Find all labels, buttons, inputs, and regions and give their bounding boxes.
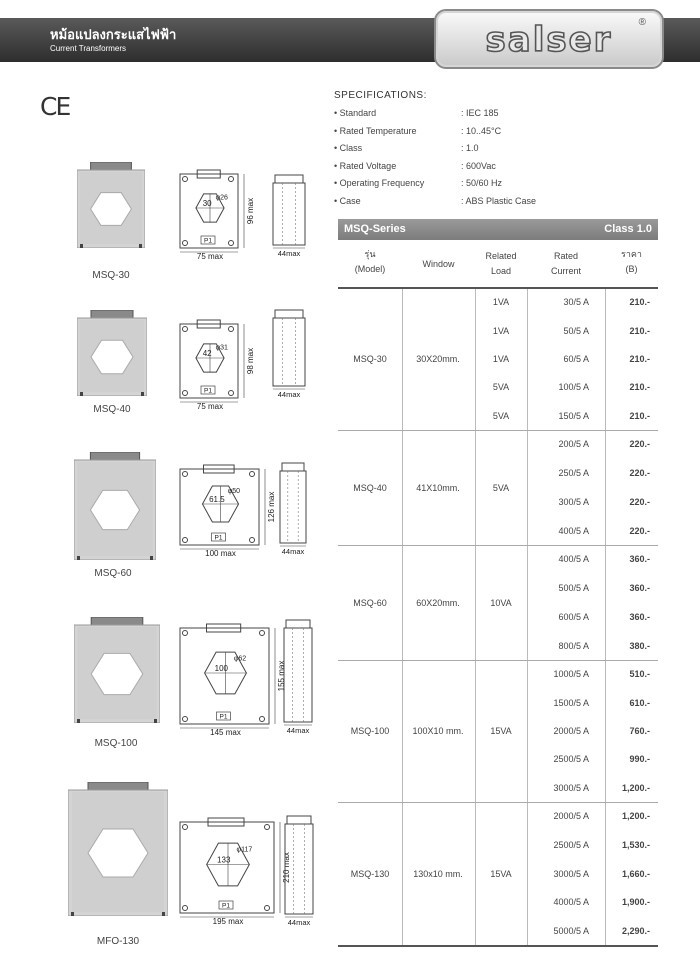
product-side-view-4 xyxy=(284,620,324,736)
group-divider xyxy=(338,660,658,661)
diameter-dimension: φ62 xyxy=(233,655,247,663)
depth-dimension: 44max xyxy=(277,390,301,399)
price-cell: 220.- xyxy=(629,439,650,450)
product-label: MSQ-30 xyxy=(92,270,130,281)
current-cell: 100/5 A xyxy=(558,382,589,393)
current-cell: 1000/5 A xyxy=(553,669,589,680)
column-divider xyxy=(527,288,528,945)
current-cell: 3000/5 A xyxy=(553,868,589,879)
spec-value: : IEC 185 xyxy=(461,108,499,118)
window-cell: 100X10 mm. xyxy=(412,726,464,736)
window-dimension: 42 xyxy=(202,349,212,358)
depth-dimension: 44max xyxy=(286,726,310,735)
header-load-line1: Related xyxy=(485,251,517,261)
price-cell: 1,530.- xyxy=(621,839,650,850)
header-current-line1: Rated xyxy=(553,251,579,261)
spec-label: • Operating Frequency xyxy=(334,178,425,189)
current-cell: 2000/5 A xyxy=(553,811,589,822)
spec-row xyxy=(334,126,654,138)
model-cell: MSQ-130 xyxy=(350,868,390,879)
header-load-line2: Load xyxy=(490,266,512,276)
window-dimension: 30 xyxy=(202,199,212,208)
price-cell: 210.- xyxy=(629,325,650,336)
price-cell: 360.- xyxy=(629,554,650,565)
window-dimension: 100 xyxy=(214,664,228,673)
price-cell: 510.- xyxy=(629,669,650,680)
product-side-view-2 xyxy=(273,310,317,400)
height-dimension: 126 max xyxy=(267,491,276,523)
model-cell: MSQ-30 xyxy=(353,354,387,364)
depth-dimension: 44max xyxy=(277,249,301,258)
registered-mark: ® xyxy=(638,17,646,28)
spec-label: • Rated Temperature xyxy=(334,125,417,136)
spec-row xyxy=(334,143,654,155)
product-label: MSQ-40 xyxy=(93,404,131,415)
price-cell: 360.- xyxy=(629,611,650,622)
header-title-english: Current Transformers xyxy=(50,44,127,53)
current-cell: 2000/5 A xyxy=(553,726,589,736)
group-divider xyxy=(338,945,658,947)
terminal-mark: P1 xyxy=(204,237,212,245)
product-drawing-4 xyxy=(178,622,291,738)
spec-row xyxy=(334,178,654,190)
column-divider xyxy=(605,288,606,945)
spec-label: • Standard xyxy=(334,108,377,118)
terminal-mark: P1 xyxy=(222,902,230,910)
header-model-english: (Model) xyxy=(354,264,386,274)
current-cell: 2500/5 A xyxy=(553,754,589,765)
height-dimension: 96 max xyxy=(246,197,255,225)
product-photo-4 xyxy=(74,617,160,723)
load-cell: 1VA xyxy=(492,354,510,364)
terminal-mark: P1 xyxy=(214,534,223,542)
group-divider xyxy=(338,802,658,803)
diameter-dimension: φ117 xyxy=(236,846,253,854)
product-label: MSQ-60 xyxy=(94,568,132,579)
spec-label: • Case xyxy=(334,196,361,206)
product-side-view-1 xyxy=(273,175,317,259)
current-cell: 60/5 A xyxy=(563,354,589,364)
header-rated-current xyxy=(527,249,605,279)
width-dimension: 75 max xyxy=(196,252,224,261)
height-dimension: 155 max xyxy=(277,660,286,692)
spec-value: : 1.0 xyxy=(461,143,479,154)
diameter-dimension: φ50 xyxy=(227,488,241,496)
current-cell: 250/5 A xyxy=(558,468,589,479)
price-cell: 610.- xyxy=(629,697,650,708)
specifications-title: SPECIFICATIONS: xyxy=(334,90,427,101)
width-dimension: 145 max xyxy=(210,728,241,737)
model-cell: MSQ-100 xyxy=(350,726,390,736)
price-cell: 1,200.- xyxy=(621,811,650,822)
current-cell: 1500/5 A xyxy=(553,697,589,708)
column-divider xyxy=(475,288,476,945)
height-dimension: 210 max xyxy=(282,852,291,883)
logo-text: salser xyxy=(485,20,613,60)
load-cell: 1VA xyxy=(492,297,510,308)
price-cell: 2,290.- xyxy=(621,925,650,936)
depth-dimension: 44max xyxy=(287,918,311,927)
current-cell: 400/5 A xyxy=(558,525,589,536)
load-cell: 15VA xyxy=(490,726,512,736)
spec-value: : 10..45°C xyxy=(461,125,502,136)
terminal-mark: P1 xyxy=(204,387,212,395)
product-photo-2 xyxy=(77,310,147,396)
price-cell: 210.- xyxy=(629,354,650,364)
current-cell: 300/5 A xyxy=(558,496,589,507)
load-cell: 5VA xyxy=(492,482,510,493)
price-cell: 210.- xyxy=(629,382,650,393)
current-cell: 400/5 A xyxy=(558,554,589,565)
window-cell: 30X20mm. xyxy=(416,354,460,364)
current-cell: 30/5 A xyxy=(563,297,589,308)
product-photo-3 xyxy=(74,452,156,560)
spec-row xyxy=(334,161,654,173)
price-cell: 760.- xyxy=(629,726,650,736)
table-title-bar xyxy=(338,219,658,240)
header-price xyxy=(605,247,658,277)
product-drawing-5 xyxy=(178,816,296,927)
header-price-unit: (B) xyxy=(625,264,638,274)
current-cell: 800/5 A xyxy=(558,640,589,651)
column-divider xyxy=(402,288,403,945)
salser-logo xyxy=(434,9,664,69)
product-side-view-3 xyxy=(280,463,318,557)
header-current-line2: Current xyxy=(550,266,581,276)
spec-value: : ABS Plastic Case xyxy=(461,196,537,206)
width-dimension: 195 max xyxy=(212,917,244,926)
window-dimension: 61.5 xyxy=(209,495,225,504)
product-label: MSQ-100 xyxy=(94,738,138,749)
table-series-label: MSQ-Series xyxy=(344,223,406,235)
load-cell: 5VA xyxy=(492,382,510,393)
price-cell: 220.- xyxy=(629,496,650,507)
spec-row xyxy=(334,108,654,120)
spec-label: • Rated Voltage xyxy=(334,160,397,171)
header-window: Window xyxy=(422,259,455,269)
terminal-mark: P1 xyxy=(219,713,228,721)
model-cell: MSQ-40 xyxy=(353,482,387,493)
window-cell: 41X10mm. xyxy=(416,482,460,493)
load-cell: 10VA xyxy=(490,597,512,608)
window-cell: 60X20mm. xyxy=(416,597,460,608)
current-cell: 4000/5 A xyxy=(553,897,589,908)
diameter-dimension: φ26 xyxy=(215,194,228,202)
price-cell: 380.- xyxy=(629,640,650,651)
current-cell: 50/5 A xyxy=(563,325,589,336)
spec-row xyxy=(334,196,654,208)
price-cell: 1,660.- xyxy=(621,868,650,879)
height-dimension: 98 max xyxy=(246,347,255,375)
product-drawing-2 xyxy=(178,318,260,412)
load-cell: 5VA xyxy=(492,410,510,421)
current-cell: 600/5 A xyxy=(558,611,589,622)
header-title-thai: หม้อแปลงกระแสไฟฟ้า xyxy=(50,28,177,43)
current-cell: 5000/5 A xyxy=(553,925,589,936)
header-related-load xyxy=(475,249,527,279)
product-label: MFO-130 xyxy=(96,936,140,947)
load-cell: 1VA xyxy=(492,325,510,336)
price-cell: 220.- xyxy=(629,468,650,479)
price-cell: 210.- xyxy=(629,297,650,308)
window-cell: 130x10 mm. xyxy=(413,868,463,879)
group-divider xyxy=(338,545,658,546)
price-cell: 360.- xyxy=(629,583,650,594)
load-cell: 15VA xyxy=(490,868,512,879)
current-cell: 200/5 A xyxy=(558,439,589,450)
current-cell: 3000/5 A xyxy=(553,782,589,793)
price-cell: 1,200.- xyxy=(621,782,650,793)
table-class-label: Class 1.0 xyxy=(604,223,652,235)
header-price-thai: ราคา xyxy=(621,249,642,259)
group-divider xyxy=(338,430,658,431)
window-dimension: 133 xyxy=(217,855,231,865)
diameter-dimension: φ31 xyxy=(215,344,228,352)
ce-mark: CE xyxy=(40,92,70,121)
product-photo-5 xyxy=(68,782,168,916)
current-cell: 500/5 A xyxy=(558,583,589,594)
product-drawing-1 xyxy=(178,168,260,262)
price-cell: 1,900.- xyxy=(621,897,650,908)
spec-label: • Class xyxy=(334,143,363,154)
spec-value: : 600Vac xyxy=(461,160,496,171)
header-model xyxy=(338,247,402,277)
product-drawing-3 xyxy=(178,463,281,559)
product-side-view-5 xyxy=(285,816,325,928)
depth-dimension: 44max xyxy=(281,547,305,556)
spec-value: : 50/60 Hz xyxy=(461,178,503,189)
price-cell: 210.- xyxy=(629,410,650,421)
price-cell: 990.- xyxy=(629,754,650,765)
header-model-thai: รุ่น xyxy=(364,249,376,259)
product-photo-1 xyxy=(77,162,145,248)
header-rule xyxy=(338,287,658,289)
model-cell: MSQ-60 xyxy=(353,597,387,608)
width-dimension: 100 max xyxy=(205,549,236,558)
width-dimension: 75 max xyxy=(196,402,224,411)
price-cell: 220.- xyxy=(629,525,650,536)
current-cell: 2500/5 A xyxy=(553,839,589,850)
current-cell: 150/5 A xyxy=(558,410,589,421)
